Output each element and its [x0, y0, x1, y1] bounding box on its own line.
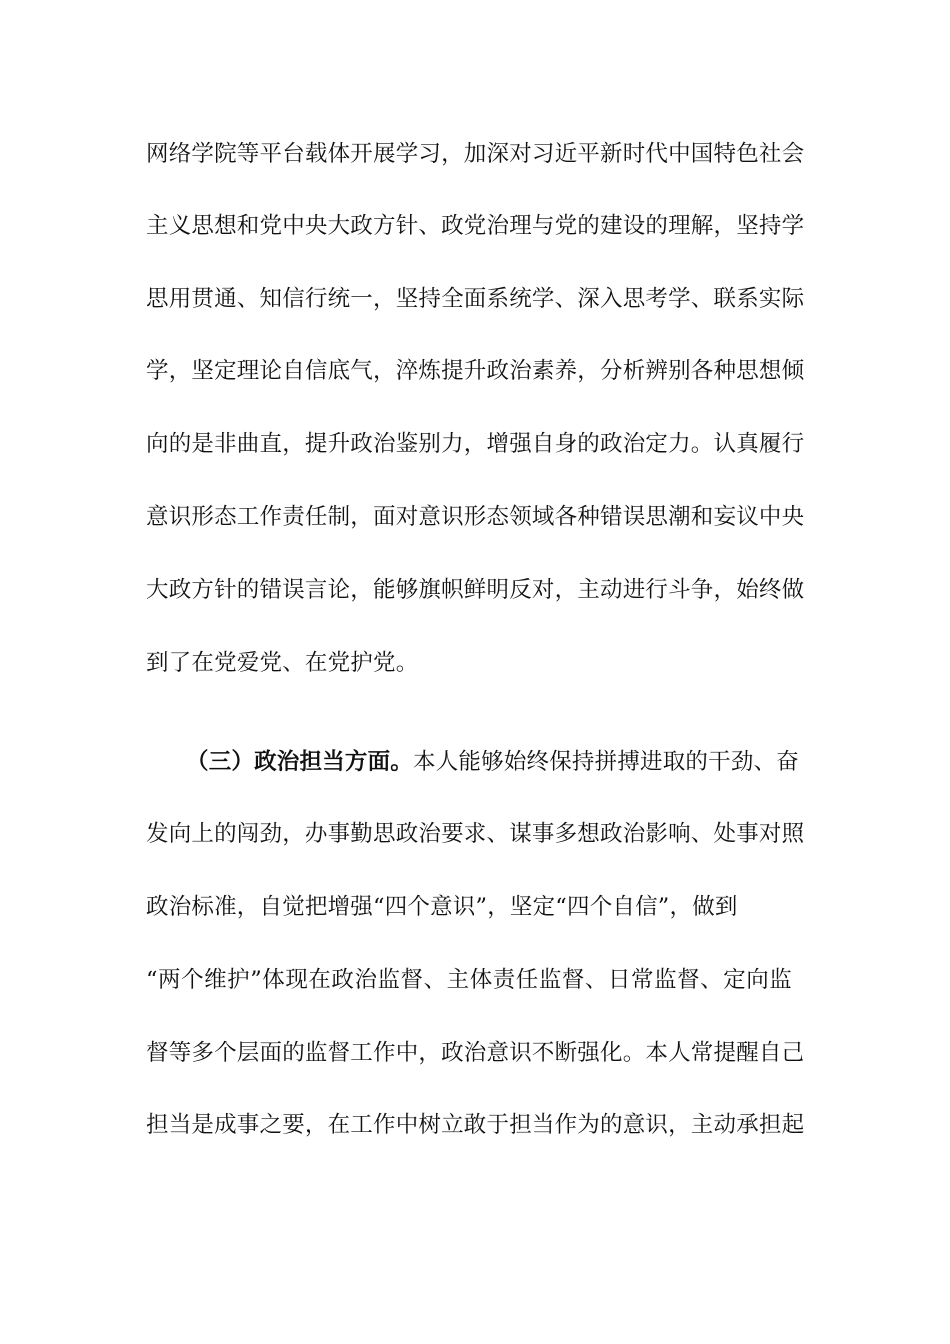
text-line: “两个维护”体现在政治监督、主体责任监督、日常监督、定向监: [146, 967, 792, 993]
text-line: 发向上的闯劲，办事勤思政治要求、谋事多想政治影响、处事对照: [146, 821, 805, 847]
section-heading: （三）政治担当方面。: [186, 749, 414, 775]
text-run: 本人能够始终保持拼搏进取的干劲、奋: [413, 749, 799, 775]
text-line: 学，坚定理论自信底气，淬炼提升政治素养，分析辨别各种思想倾: [146, 358, 805, 384]
text-line: 思用贯通、知信行统一，坚持全面系统学、深入思考学、联系实际: [146, 286, 805, 312]
text-line: 意识形态工作责任制，面对意识形态领域各种错误思潮和妄议中央: [146, 504, 805, 530]
text-line: 督等多个层面的监督工作中，政治意识不断强化。本人常提醒自己: [146, 1040, 805, 1066]
text-line: 网络学院等平台载体开展学习，加深对习近平新时代中国特色社会: [146, 141, 805, 167]
text-line-first: [186, 745, 799, 779]
text-line: 大政方针的错误言论，能够旗帜鲜明反对，主动进行斗争，始终做: [146, 577, 805, 603]
text-line: 主义思想和党中央大政方针、政党治理与党的建设的理解，坚持学: [146, 213, 805, 239]
text-line: 向的是非曲直，提升政治鉴别力，增强自身的政治定力。认真履行: [146, 431, 805, 457]
text-line: 担当是成事之要，在工作中树立敢于担当作为的意识，主动承担起: [146, 1112, 805, 1138]
text-line: 到了在党爱党、在党护党。: [146, 650, 419, 676]
text-line: 政治标准，自觉把增强“四个意识”，坚定“四个自信”，做到: [146, 894, 738, 920]
